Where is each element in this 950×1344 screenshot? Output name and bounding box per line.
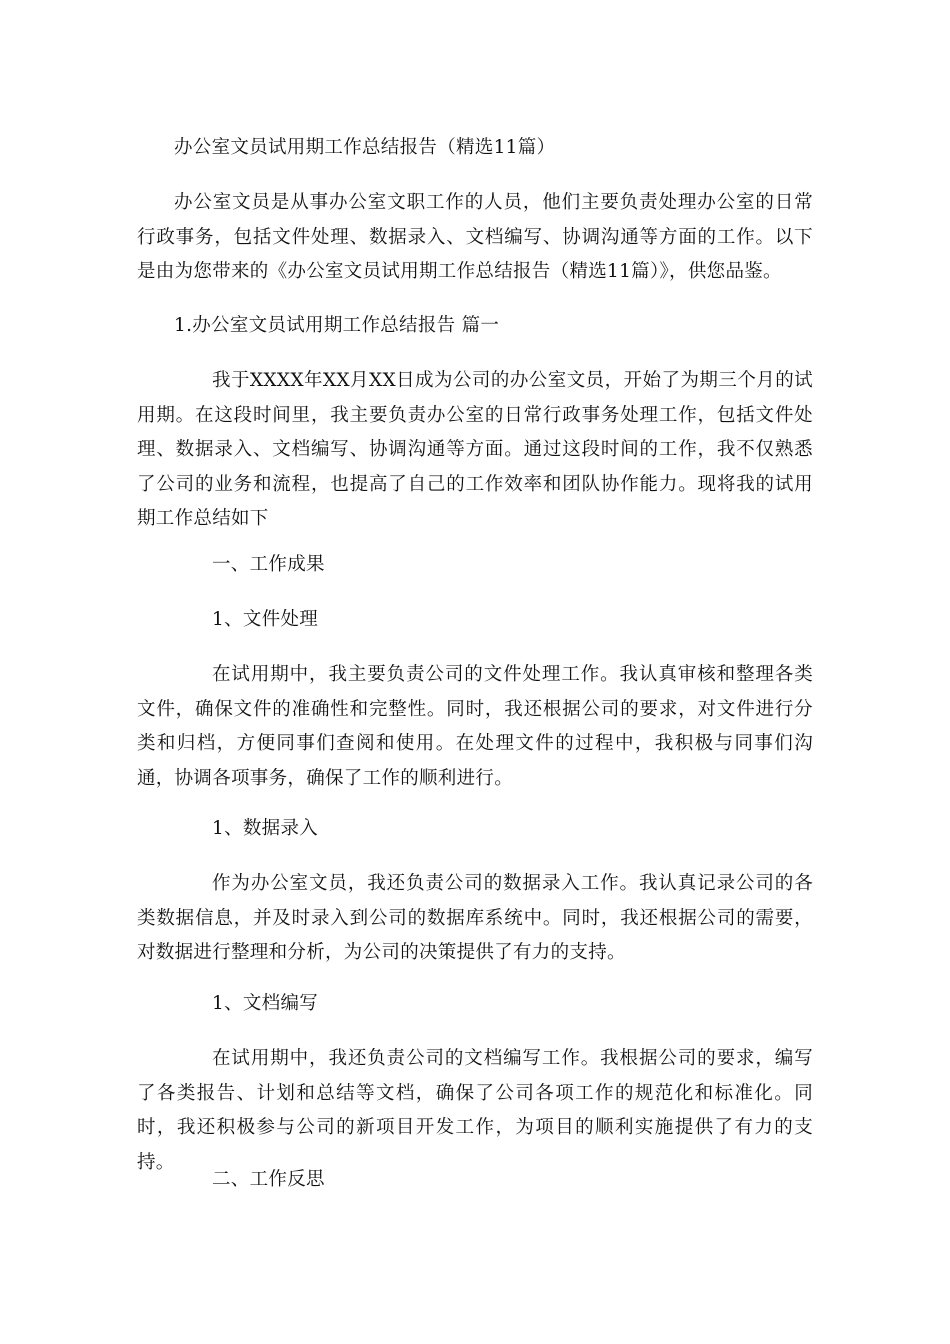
item-1-heading: 1、文件处理: [212, 609, 319, 630]
item-3-paragraph: 在试用期中，我还负责公司的文档编写工作。我根据公司的要求，编写了各类报告、计划和总结等文档，确保了公司各项工作的规范化和标准化。同时，我还积极参与公司的新项目开发工作，为项目的顺利实施提供了有力的支持。: [137, 1048, 813, 1173]
part-1-heading: 一、工作成果: [212, 554, 325, 575]
document-title: 办公室文员试用期工作总结报告（精选11篇）: [174, 137, 556, 158]
item-2-heading: 1、数据录入: [212, 818, 319, 839]
item-2-paragraph: 作为办公室文员，我还负责公司的数据录入工作。我认真记录公司的各类数据信息，并及时录入到公司的数据库系统中。同时，我还根据公司的需要，对数据进行整理和分析，为公司的决策提供了有力的支持。: [137, 873, 813, 963]
section-1-paragraph: 我于XXXX年XX月XX日成为公司的办公室文员，开始了为期三个月的试用期。在这段时间里，我主要负责办公室的日常行政事务处理工作，包括文件处理、数据录入、文档编写、协调沟通等方面。通过这段时间的工作，我不仅熟悉了公司的业务和流程，也提高了自己的工作效率和团队协作能力。现将我的试用期工作总结如下: [137, 370, 813, 529]
item-1-paragraph: 在试用期中，我主要负责公司的文件处理工作。我认真审核和整理各类文件，确保文件的准确性和完整性。同时，我还根据公司的要求，对文件进行分类和归档，方便同事们查阅和使用。在处理文件的过程中，我积极与同事们沟通，协调各项事务，确保了工作的顺利进行。: [137, 664, 813, 789]
section-1-title: 1.办公室文员试用期工作总结报告 篇一: [174, 315, 500, 336]
intro-paragraph: 办公室文员是从事办公室文职工作的人员，他们主要负责处理办公室的日常行政事务，包括文件处理、数据录入、文档编写、协调沟通等方面的工作。以下是由为您带来的《办公室文员试用期工作总结报告（精选11篇）》，供您品鉴。: [137, 192, 813, 282]
part-2-heading: 二、工作反思: [212, 1169, 325, 1190]
item-3-heading: 1、文档编写: [212, 993, 319, 1014]
